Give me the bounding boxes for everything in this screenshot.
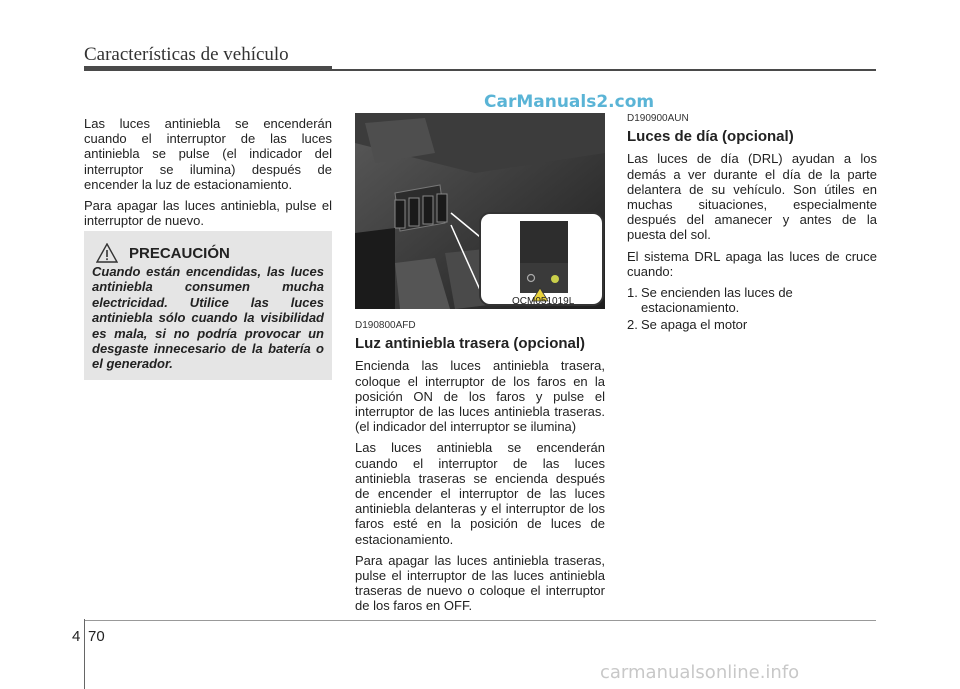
page-header-title: Características de vehículo (84, 44, 289, 65)
caution-box (84, 231, 332, 380)
paragraph: Las luces antiniebla se encenderán cuando el interruptor de las luces antiniebla se pulse (el indicador del interruptor se ilumina) después de encender la luz de estacionamiento. (84, 116, 332, 192)
section-code: D190800AFD (355, 320, 416, 331)
paragraph: Para apagar las luces antiniebla, pulse el interruptor de nuevo. (84, 198, 332, 229)
caution-title: PRECAUCIÓN (129, 245, 230, 262)
paragraph: Las luces antiniebla se encenderán cuando el interruptor de las luces antiniebla traseras se encienda después de encender el interruptor de las luces antiniebla delanteras y el interruptor de los faros esté en la posición de luces de estacionamiento. (355, 440, 605, 547)
list-text: Se apaga el motor (641, 317, 748, 333)
paragraph: El sistema DRL apaga las luces de cruce cuando: (627, 248, 877, 279)
watermark-top[interactable]: CarManuals2.com (484, 92, 655, 112)
figure-code: OCM051019L (512, 296, 575, 307)
footer-divider (84, 619, 85, 689)
list-number: 1. (627, 285, 638, 301)
watermark-bottom[interactable]: carmanualsonline.info (600, 662, 800, 683)
column-1 (84, 116, 332, 234)
column-2 (355, 318, 605, 620)
header-rule-thin (332, 69, 876, 71)
list-text: Se encienden las luces de estacionamiento. (641, 285, 793, 316)
header-rule-thick (84, 66, 332, 71)
section-heading: Luz antiniebla trasera (opcional) (355, 335, 586, 353)
footer-rule (84, 620, 876, 621)
page-number: 70 (88, 628, 105, 645)
caution-body: Cuando están encendidas, las luces antiniebla consumen mucha electricidad. Utilice las luces antiniebla sólo cuando la visibilidad es mala, si no podría provocar un desgaste innecesario de la batería o el generador. (92, 264, 324, 372)
paragraph: Para apagar las luces antiniebla traseras, pulse el interruptor de las luces antiniebla traseras de nuevo o coloque el interruptor de los faros en OFF. (355, 552, 605, 614)
column-3 (627, 111, 877, 335)
page-section-number: 4 (72, 628, 81, 645)
paragraph: Las luces de día (DRL) ayudan a los demás a ver durante el día de la parte delantera de su vehículo. Son útiles en muchas situaciones, especialmente después del amanecer y antes de la puesta del sol. (627, 151, 877, 243)
section-heading: Luces de día (opcional) (627, 128, 794, 146)
warning-triangle-icon (96, 243, 118, 263)
dashboard-switch-photo (355, 113, 605, 309)
paragraph: Encienda las luces antiniebla trasera, coloque el interruptor de los faros en la posición ON de los faros y pulse el interruptor de las luces antiniebla traseras. (el indicador del interruptor se ilumina) (355, 358, 605, 435)
list-number: 2. (627, 317, 638, 333)
dashboard-illustration (355, 113, 605, 309)
list-item (627, 317, 877, 332)
section-code: D190900AUN (627, 113, 689, 124)
list-item (627, 285, 877, 315)
